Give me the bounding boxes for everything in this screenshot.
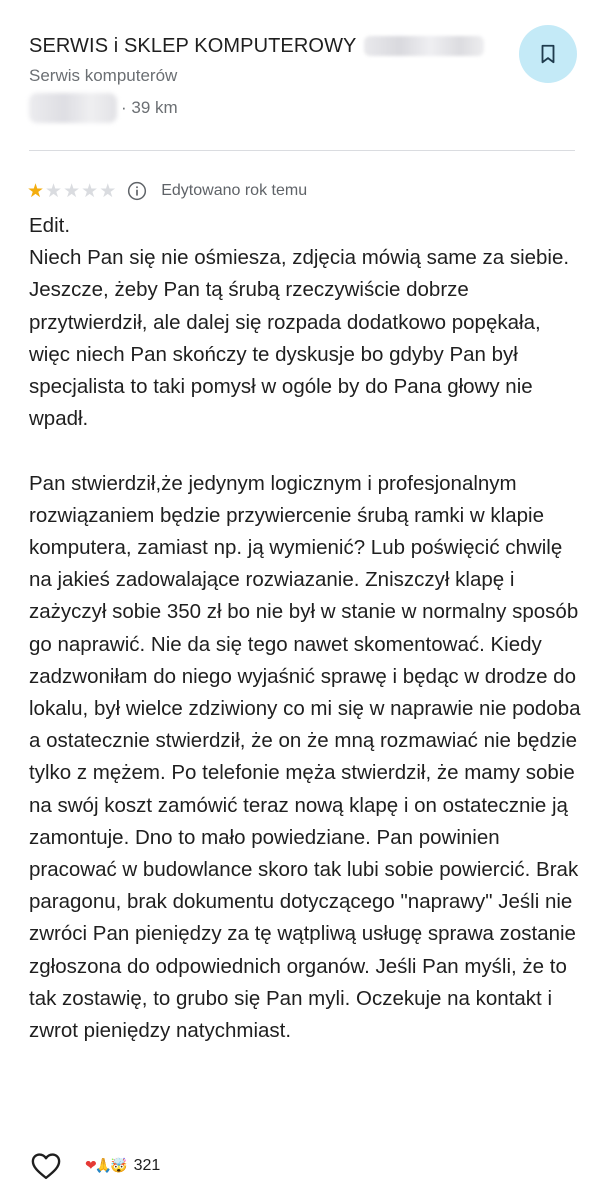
place-distance: · 39 km: [121, 98, 178, 117]
review-text: Edit. Niech Pan się nie ośmiesza, zdjęcia mówią same za siebie. Jeszcze, żeby Pan tą śrubą rzeczywiście dobrze przytwierdził, ale dalej się rozpada dodatkowo popękała, więc niech Pan skończy te dyskusje bo gdyby Pan był specjalista to taki pomysł w ogóle by do Pana głowy nie wpadł. Pan stwierdził,że jedynym logicznym i profesjonalnym rozwiązaniem będzie przywiercenie śrubą ramki w klapie komputera, zamiast np. ją wymienić? Lub poświęcić chwilę na jakieś zadowalające rozwiazanie. Zniszczył klapę i zażyczył sobie 350 zł bo nie był w stanie w normalny sposób go naprawić. Nie da się tego nawet skomentować. Kiedy zadzwoniłam do niego wyjaśnić sprawę i będąc w drodze do lokalu, był wielce zdziwiony co mi się w naprawie nie podoba a ostatecznie stwierdził, że on że mną rozmawiać nie będzie tylko z mężem. Po telefonie męża stwierdził, że mamy sobie na swój koszt zamówić teraz nową klapę i on ostatecznie ją zamontuje. Dno to mało powiedziane. Pan powinien pracować w budowlance skoro tak lubi sobie powiercić. Brak paragonu, brak dokumentu dotyczącego "naprawy" Jeśli nie zwróci Pan pieniędzy za tę wątpliwą usługę sprawa zostanie zgłoszona do odpowiednich organów. Jeśli Pan myśli, że to tak zostawię, to grubo się Pan myli. Oczekuje na kontakt i zwrot pieniędzy natychmiast.: [29, 214, 581, 1043]
redacted-name-blur: [364, 36, 484, 56]
praying-hands-emoji: 🙏: [94, 1158, 113, 1174]
place-header: [29, 30, 509, 122]
star-rating: [27, 182, 117, 201]
heart-outline-icon: [31, 1152, 61, 1180]
review-rating-row: [27, 177, 307, 205]
location-row: [29, 94, 509, 122]
star-empty-icon: ★: [63, 180, 81, 202]
place-name[interactable]: SERWIS i SKLEP KOMPUTEROWY: [29, 34, 357, 57]
edited-label: Edytowano rok temu: [161, 182, 308, 199]
star-filled-icon: ★: [27, 180, 45, 202]
like-button[interactable]: [29, 1149, 63, 1183]
reaction-count: 321: [133, 1157, 161, 1174]
exploding-head-emoji: 🤯: [110, 1158, 128, 1174]
bookmark-button[interactable]: [519, 25, 577, 83]
reaction-emojis[interactable]: [85, 1158, 126, 1174]
heart-emoji: ❤: [85, 1158, 97, 1174]
reactions-row: [29, 1148, 160, 1184]
divider: [29, 150, 575, 151]
star-empty-icon: ★: [99, 180, 117, 202]
place-name-row: [29, 30, 509, 62]
star-empty-icon: ★: [81, 180, 99, 202]
redacted-location-blur: [29, 93, 117, 123]
place-category: Serwis komputerów: [29, 66, 178, 85]
info-icon[interactable]: [127, 181, 147, 201]
star-empty-icon: ★: [45, 180, 63, 202]
bookmark-icon: [537, 43, 559, 65]
